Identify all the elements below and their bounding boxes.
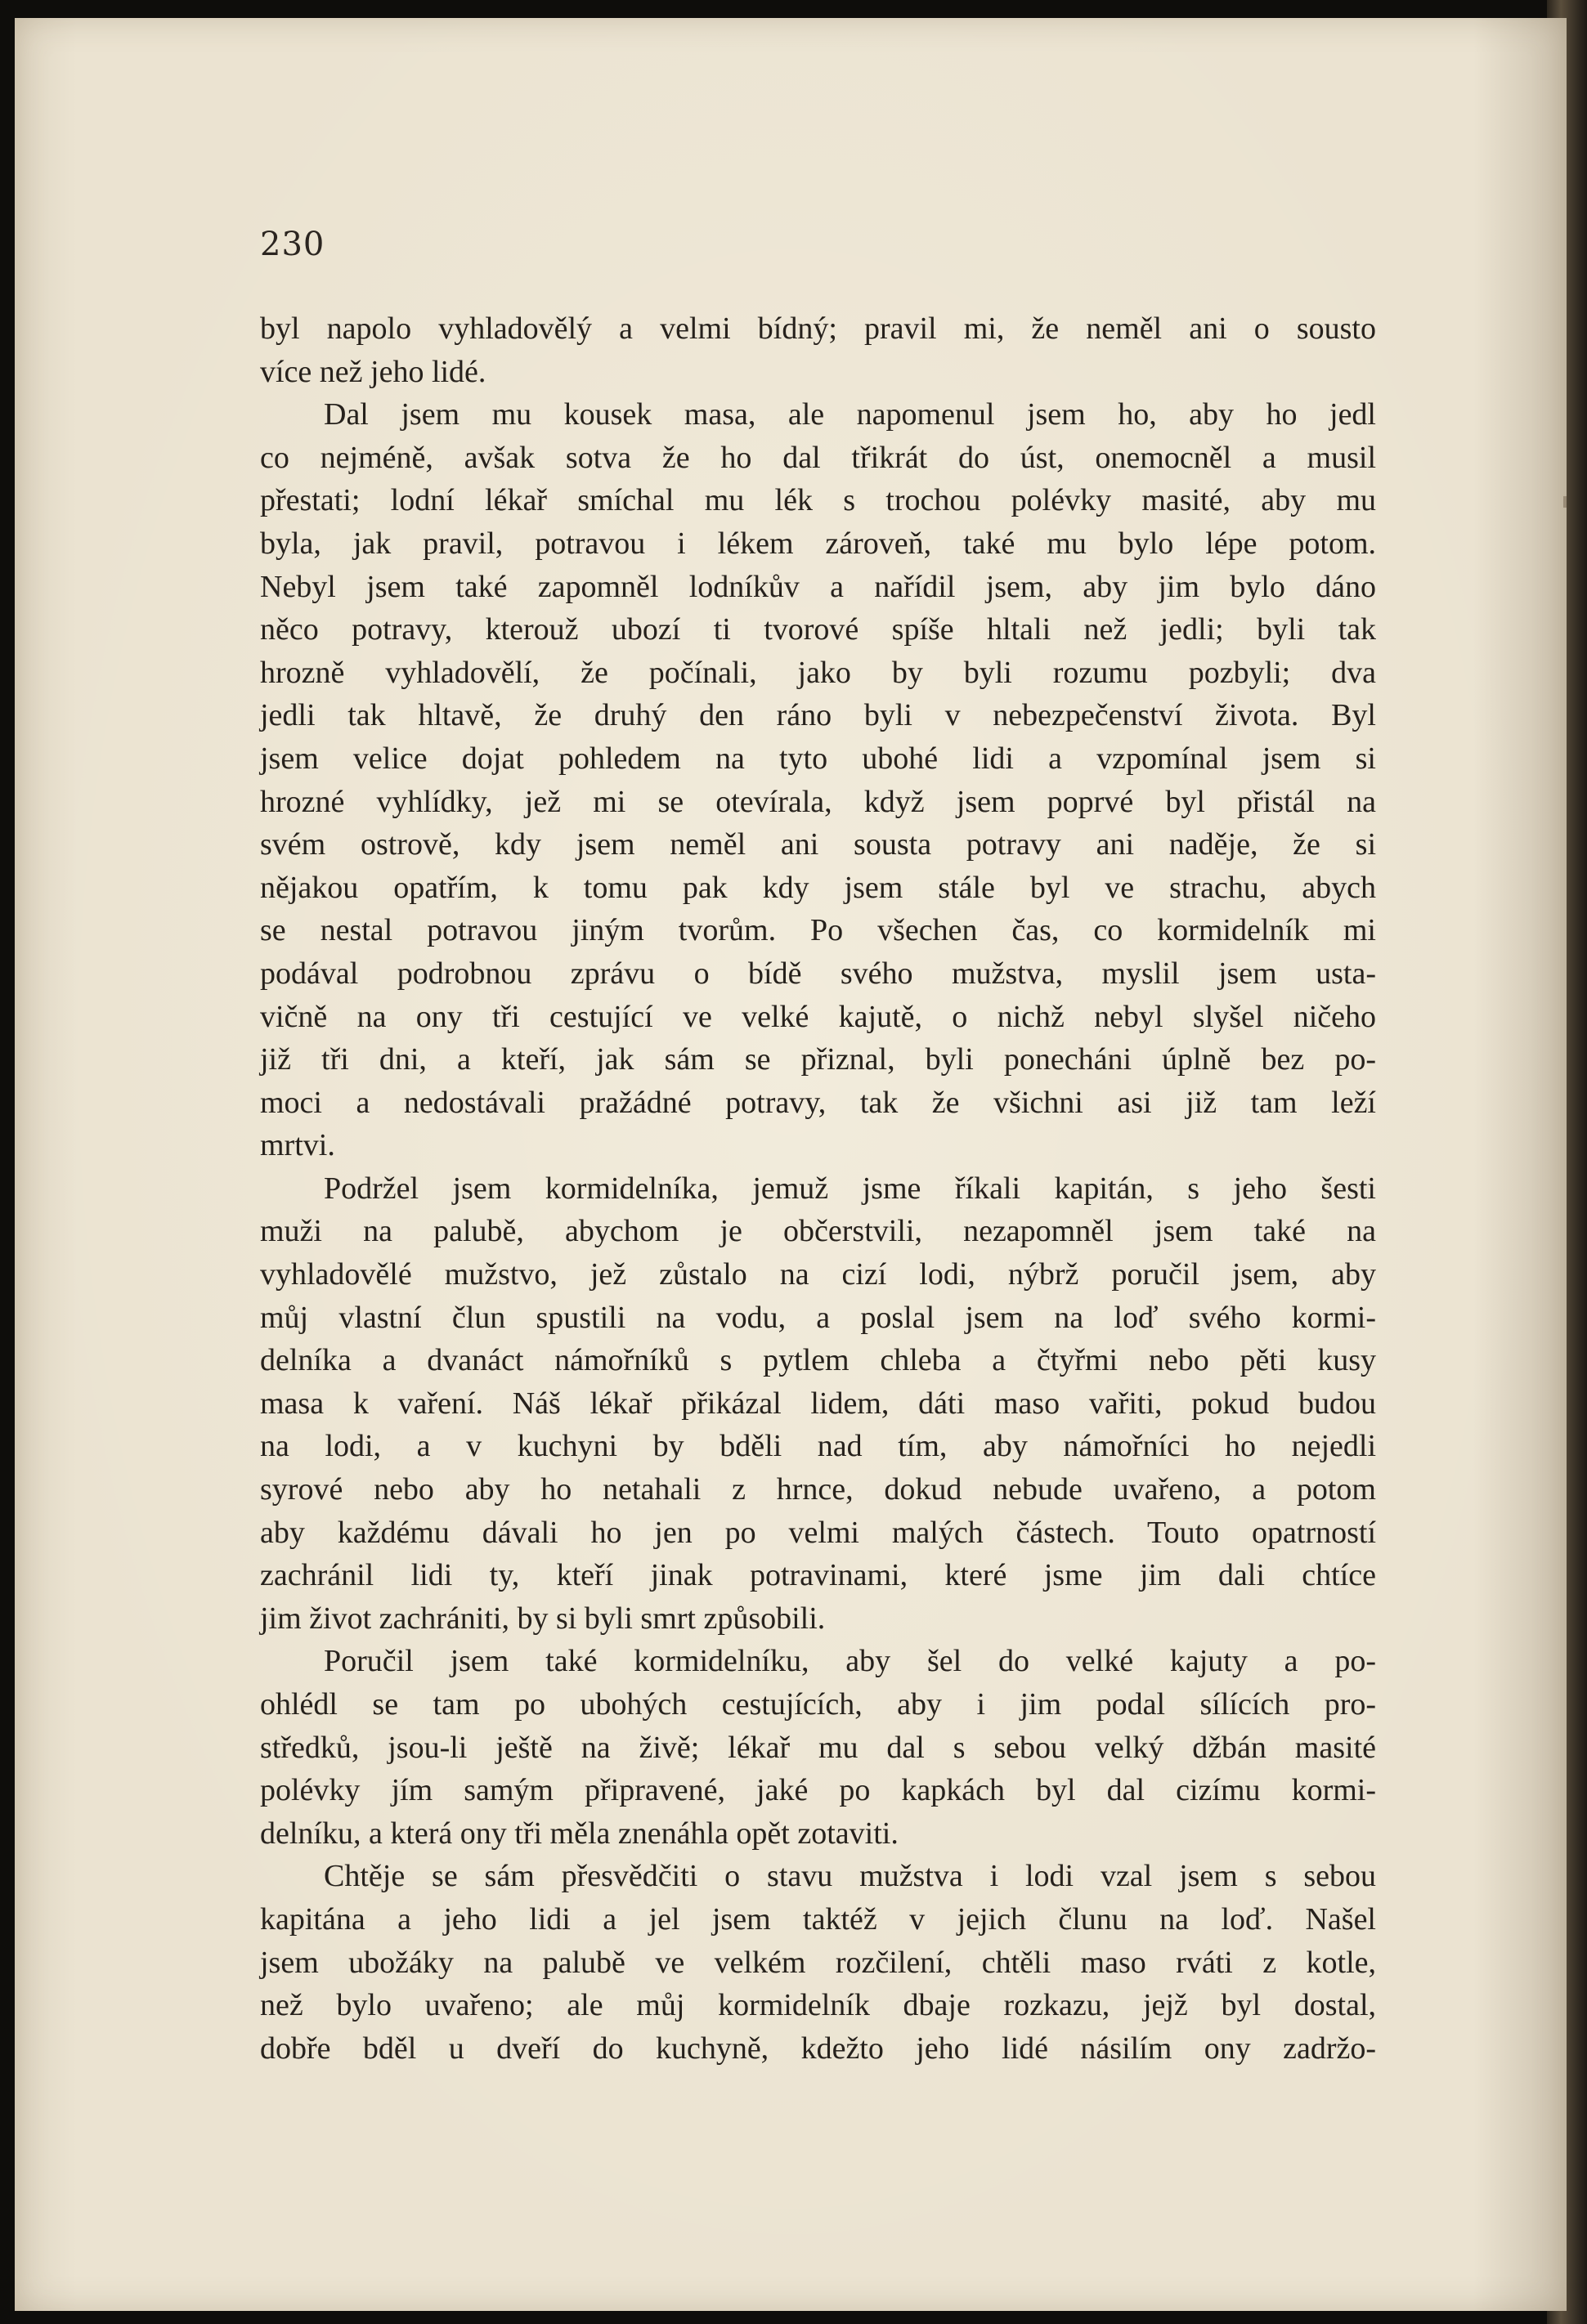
text-line: svém ostrově, kdy jsem neměl ani sousta potravy ani naděje, že si <box>260 827 1376 862</box>
text-line: mrtvi. <box>260 1128 335 1163</box>
text-line: aby každému dávali ho jen po velmi malých částech. Touto opatrností <box>260 1515 1376 1550</box>
text-line: kapitána a jeho lidi a jel jsem taktéž v jejich člunu na loď. Našel <box>260 1901 1376 1937</box>
text-line: Nebyl jsem také zapomněl lodníkův a nařídil jsem, aby jim bylo dáno <box>260 569 1376 604</box>
text-line: Chtěje se sám přesvědčiti o stavu mužstva i lodi vzal jsem s sebou <box>324 1859 1376 1894</box>
text-line: Podržel jsem kormidelníka, jemuž jsme říkali kapitán, s jeho šesti <box>324 1171 1376 1206</box>
text-line: syrové nebo aby ho netahali z hrnce, dokud nebude uvařeno, a potom <box>260 1472 1376 1507</box>
text-line: byl napolo vyhladovělý a velmi bídný; pravil mi, že neměl ani o sousto <box>260 311 1376 346</box>
text-line: něco potravy, kterouž ubozí ti tvorové spíše hltali než jedli; byli tak <box>260 612 1376 647</box>
text-line: dobře bděl u dveří do kuchyně, kdežto jeho lidé násilím ony zadržo- <box>260 2031 1376 2066</box>
paper-speck <box>1563 496 1567 508</box>
text-line: hrozně vyhladovělí, že počínali, jako by byli rozumu pozbyli; dva <box>260 655 1376 690</box>
text-line: již tři dni, a kteří, jak sám se přiznal, byli ponecháni úplně bez po- <box>260 1042 1376 1077</box>
text-line: ohlédl se tam po ubohých cestujících, aby i jim podal sílících pro- <box>260 1687 1376 1722</box>
text-line: Poručil jsem také kormidelníku, aby šel do velké kajuty a po- <box>324 1644 1376 1679</box>
text-line: delníka a dvanáct námořníků s pytlem chleba a čtyřmi nebo pěti kusy <box>260 1343 1376 1378</box>
text-line: středků, jsou-li ještě na živě; lékař mu dal s sebou velký džbán masité <box>260 1730 1376 1765</box>
text-line: přestati; lodní lékař smíchal mu lék s trochou polévky masité, aby mu <box>260 483 1376 518</box>
text-line: muži na palubě, abychom je občerstvili, nezapomněl jsem také na <box>260 1214 1376 1249</box>
text-line: vyhladovělé mužstvo, jež zůstalo na cizí lodi, nýbrž poručil jsem, aby <box>260 1257 1376 1292</box>
text-line: můj vlastní člun spustili na vodu, a poslal jsem na loď svého kormi- <box>260 1300 1376 1335</box>
text-line: zachránil lidi ty, kteří jinak potravinami, které jsme jim dali chtíce <box>260 1558 1376 1593</box>
text-line: podával podrobnou zprávu o bídě svého mužstva, myslil jsem usta- <box>260 956 1376 991</box>
text-line: delníku, a která ony tři měla znenáhla opět zotaviti. <box>260 1816 899 1851</box>
text-line: hrozné vyhlídky, jež mi se otevírala, když jsem poprvé byl přistál na <box>260 784 1376 819</box>
text-line: než bylo uvařeno; ale můj kormidelník dbaje rozkazu, jejž byl dostal, <box>260 1988 1376 2023</box>
text-line: co nejméně, avšak sotva že ho dal třikrát do úst, onemocněl a musil <box>260 440 1376 475</box>
page-number: 230 <box>260 226 325 263</box>
text-line: byla, jak pravil, potravou i lékem zároveň, také mu bylo lépe potom. <box>260 526 1376 561</box>
text-line: Dal jsem mu kousek masa, ale napomenul jsem ho, aby ho jedl <box>324 397 1376 432</box>
text-line: více než jeho lidé. <box>260 354 486 389</box>
text-line: masa k vaření. Náš lékař přikázal lidem, dáti maso vařiti, pokud budou <box>260 1386 1376 1421</box>
text-line: jim život zachrániti, by si byli smrt způsobili. <box>260 1601 826 1636</box>
body-text <box>260 307 1376 2070</box>
text-line: se nestal potravou jiným tvorům. Po všechen čas, co kormidelník mi <box>260 913 1376 948</box>
text-line: na lodi, a v kuchyni by bděli nad tím, aby námořníci ho nejedli <box>260 1429 1376 1464</box>
text-line: nějakou opatřím, k tomu pak kdy jsem stále byl ve strachu, abych <box>260 870 1376 905</box>
text-line: jsem velice dojat pohledem na tyto ubohé lidi a vzpomínal jsem si <box>260 741 1376 776</box>
text-line: vičně na ony tři cestující ve velké kajutě, o nichž nebyl slyšel ničeho <box>260 999 1376 1034</box>
text-line: polévky jím samým připravené, jaké po kapkách byl dal cizímu kormi- <box>260 1773 1376 1808</box>
text-line: jsem ubožáky na palubě ve velkém rozčilení, chtěli maso rváti z kotle, <box>260 1945 1376 1980</box>
text-line: jedli tak hltavě, že druhý den ráno byli v nebezpečenství života. Byl <box>260 698 1376 733</box>
text-line: moci a nedostávali pražádné potravy, tak že všichni asi již tam leží <box>260 1085 1376 1120</box>
